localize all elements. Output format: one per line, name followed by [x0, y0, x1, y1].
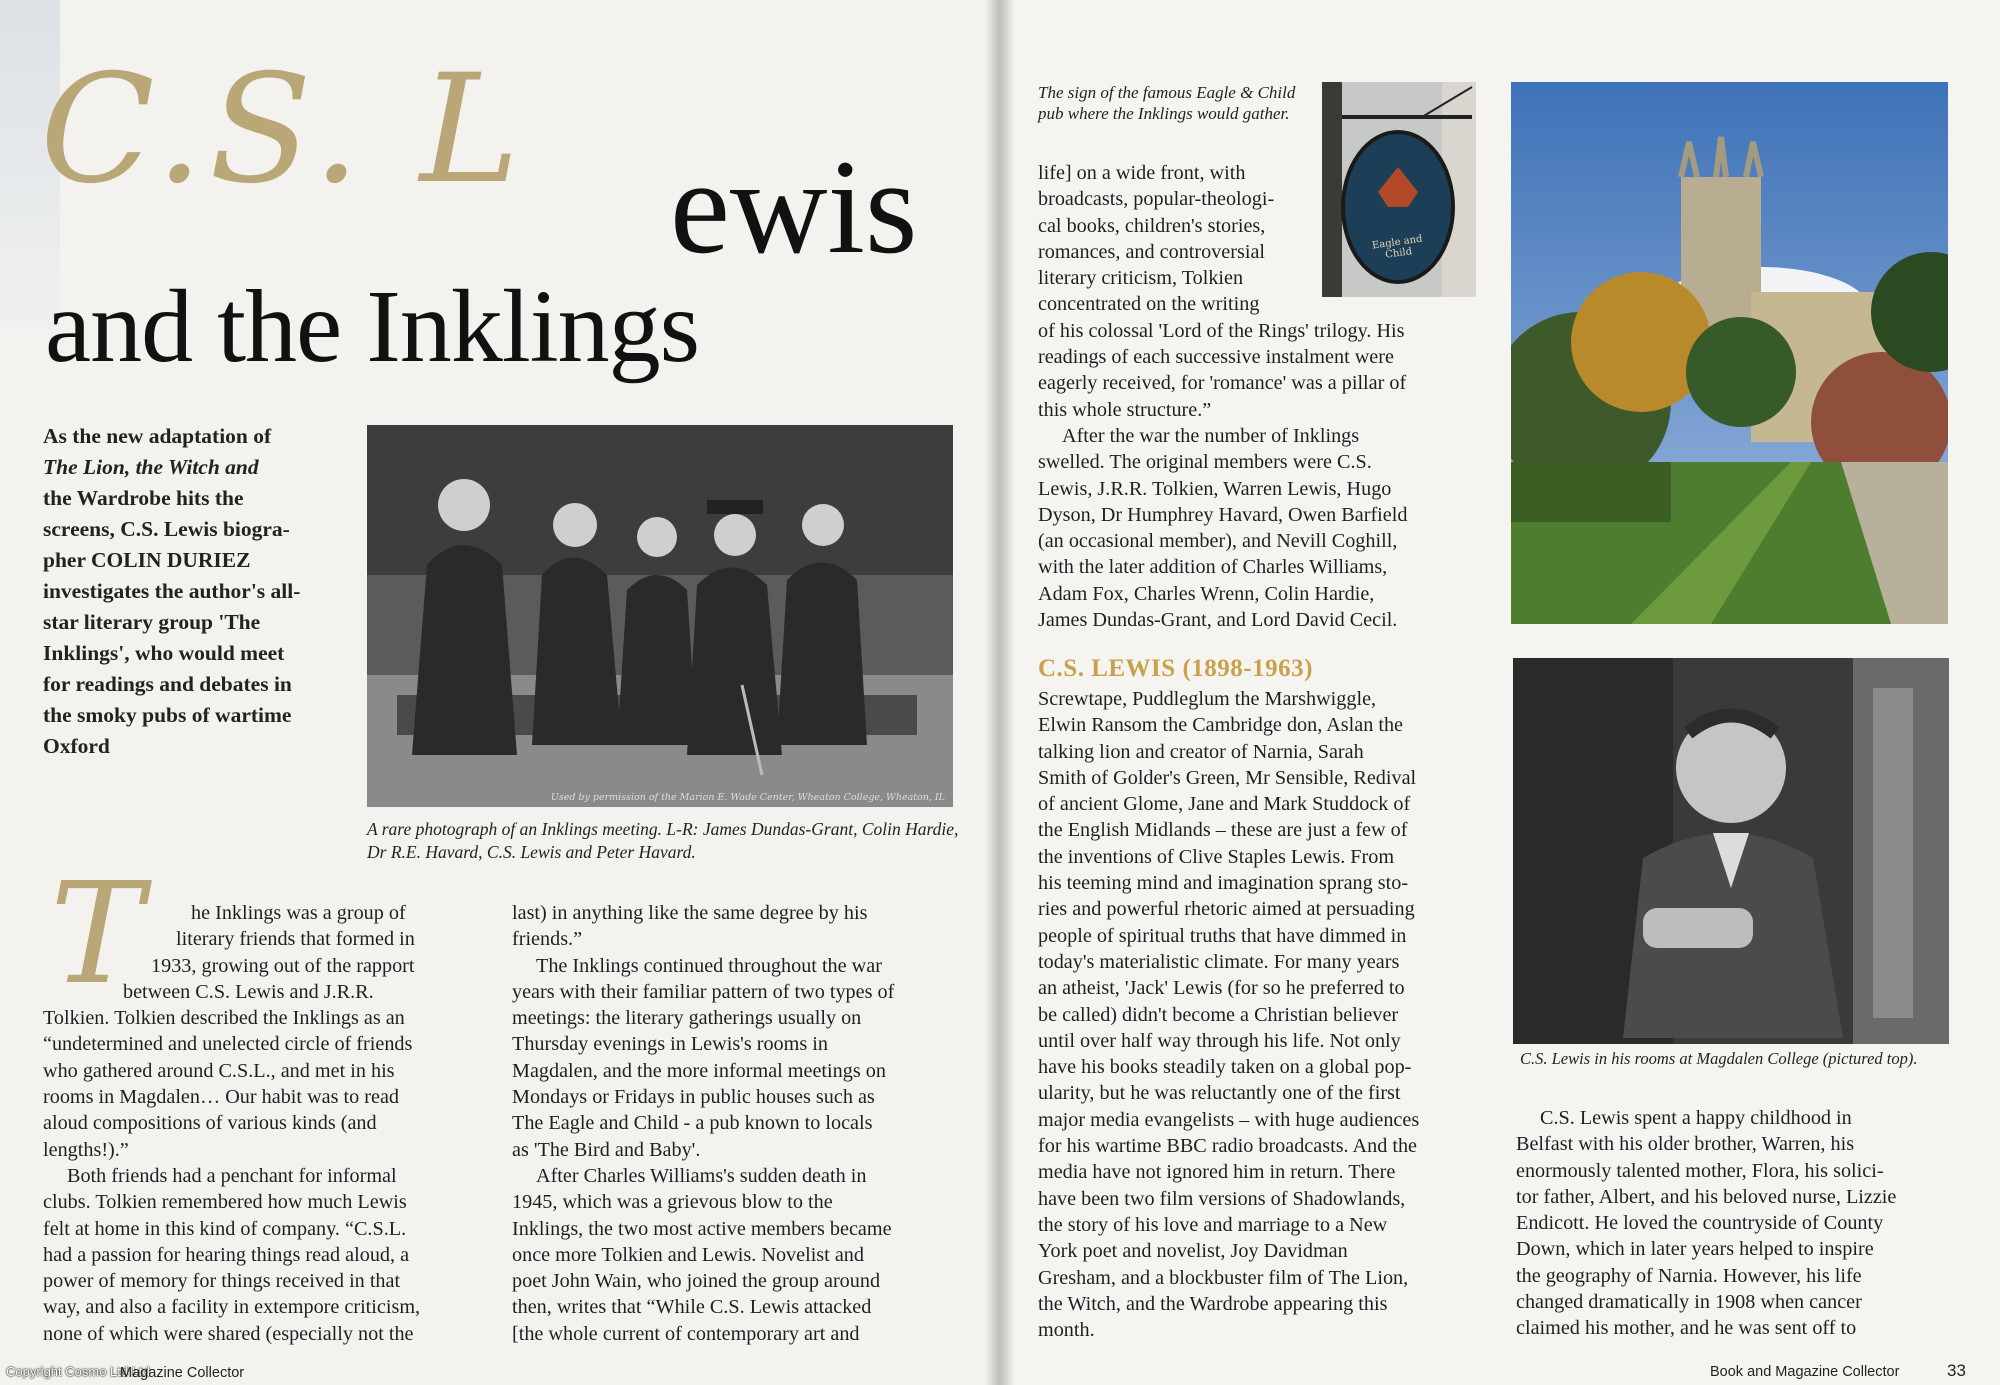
- page-number: 33: [1947, 1361, 1966, 1380]
- body-line: After the war the number of Inklings: [1062, 424, 1360, 447]
- body-line: had a passion for hearing things read aloud, a: [43, 1243, 410, 1266]
- body-line: an atheist, 'Jack' Lewis (for so he preferred to: [1038, 977, 1405, 1000]
- body-line: of ancient Glome, Jane and Mark Studdock of: [1038, 793, 1411, 816]
- body-line: until over half way through his life. Not only: [1038, 1029, 1401, 1052]
- body-line: be called) didn't become a Christian believer: [1038, 1003, 1399, 1026]
- body-line: way, and also a facility in extempore criticism,: [43, 1296, 421, 1319]
- standfirst-line: pher COLIN DURIEZ: [43, 548, 251, 572]
- body-line: Belfast with his older brother, Warren, his: [1516, 1133, 1855, 1156]
- body-line: Mondays or Fridays in public houses such as: [512, 1086, 875, 1109]
- body-line: Magdalen, and the more informal meetings on: [512, 1059, 886, 1082]
- body-line: 1945, which was a grievous blow to the: [512, 1191, 833, 1214]
- standfirst-line: The Lion, the Witch and: [43, 455, 259, 479]
- body-line: have been two film versions of Shadowlands,: [1038, 1187, 1406, 1210]
- body-line: he Inklings was a group of: [191, 902, 406, 924]
- body-line: then, writes that “While C.S. Lewis attacked: [512, 1296, 872, 1319]
- title-script-initials: C.S. L: [40, 43, 526, 217]
- portrait-caption: C.S. Lewis in his rooms at Magdalen College (pictured top).: [1520, 1049, 1918, 1068]
- drop-cap: T: [50, 853, 144, 1016]
- photo-credit: Used by permission of the Marion E. Wade Center, Wheaton College, Wheaton, IL: [550, 792, 945, 803]
- body-line: eagerly received, for 'romance' was a pillar of: [1038, 372, 1407, 395]
- left-column-2: [512, 900, 962, 1347]
- body-line: aloud compositions of various kinds (and: [43, 1112, 377, 1135]
- body-line: Elwin Ransom the Cambridge don, Aslan the: [1038, 714, 1404, 737]
- body-line: romances, and controversial: [1038, 240, 1266, 263]
- right-column-2: [1516, 1105, 1956, 1342]
- body-line: meetings: the literary gatherings usually on: [512, 1007, 862, 1030]
- body-line: people of spiritual truths that have dimmed in: [1038, 924, 1407, 947]
- body-line: none of which were shared (especially not the: [43, 1322, 414, 1345]
- body-line: York poet and novelist, Joy Davidman: [1038, 1240, 1348, 1263]
- body-line: his teeming mind and imagination sprang sto-: [1038, 872, 1409, 895]
- body-line: talking lion and creator of Narnia, Sarah: [1038, 740, 1364, 763]
- right-folio: Book and Magazine Collector: [1710, 1364, 1900, 1380]
- page-spine-shadow: [985, 0, 1015, 1385]
- body-line: Gresham, and a blockbuster film of The Lion,: [1038, 1266, 1409, 1289]
- article-subtitle: and the Inklings: [45, 269, 700, 384]
- right-column-1-bottom: [1038, 686, 1498, 1343]
- body-line: changed dramatically in 1908 when cancer: [1516, 1291, 1862, 1314]
- right-column-1-top: [1038, 160, 1488, 633]
- pub-sign-caption: [1038, 82, 1328, 124]
- body-line: concentrated on the writing: [1038, 293, 1260, 316]
- body-line: Inklings, the two most active members became: [512, 1217, 892, 1240]
- body-line: (an occasional member), and Nevill Coghill,: [1038, 530, 1398, 553]
- body-line: of his colossal 'Lord of the Rings' trilogy. His: [1038, 319, 1405, 342]
- body-line: major media evangelists – with huge audiences: [1038, 1108, 1420, 1131]
- body-line: 1933, growing out of the rapport: [151, 954, 415, 977]
- body-line: for his wartime BBC radio broadcasts. And the: [1038, 1135, 1418, 1158]
- body-line: Screwtape, Puddleglum the Marshwiggle,: [1038, 688, 1377, 710]
- right-page: [1000, 0, 2000, 1385]
- body-line: enormously talented mother, Flora, his solici-: [1516, 1159, 1884, 1182]
- standfirst: [43, 421, 333, 762]
- body-line: today's materialistic climate. For many years: [1038, 950, 1400, 973]
- body-line: C.S. Lewis spent a happy childhood in: [1540, 1107, 1852, 1129]
- body-line: swelled. The original members were C.S.: [1038, 451, 1372, 474]
- body-line: rooms in Magdalen… Our habit was to read: [43, 1086, 400, 1109]
- standfirst-line: the smoky pubs of wartime: [43, 703, 292, 727]
- body-line: who gathered around C.S.L., and met in his: [43, 1059, 395, 1082]
- body-line: After Charles Williams's sudden death in: [536, 1164, 867, 1187]
- body-line: the Witch, and the Wardrobe appearing this: [1038, 1292, 1388, 1315]
- body-line: felt at home in this kind of company. “C.S.L.: [43, 1217, 407, 1240]
- body-line: James Dundas-Grant, and Lord David Cecil.: [1038, 609, 1398, 632]
- body-line: The Eagle and Child - a pub known to locals: [512, 1112, 873, 1135]
- body-line: Smith of Golder's Green, Mr Sensible, Redival: [1038, 766, 1417, 789]
- pub-sign-text: Eagle and Child: [1371, 233, 1424, 261]
- body-line: as 'The Bird and Baby'.: [512, 1138, 701, 1161]
- body-line: claimed his mother, and he was sent off to: [1516, 1317, 1857, 1340]
- body-line: Adam Fox, Charles Wrenn, Colin Hardie,: [1038, 582, 1375, 605]
- photo-caption: [367, 818, 967, 864]
- standfirst-line: Inklings', who would meet: [43, 641, 285, 665]
- body-line: with the later addition of Charles Williams,: [1038, 556, 1388, 579]
- body-line: month.: [1038, 1319, 1095, 1342]
- standfirst-line: Oxford: [43, 734, 110, 758]
- body-line: Endicott. He loved the countryside of County: [1516, 1212, 1884, 1235]
- body-line: last) in anything like the same degree by his: [512, 902, 868, 924]
- body-line: Thursday evenings in Lewis's rooms in: [512, 1033, 828, 1056]
- body-line: years with their familiar pattern of two types of: [512, 980, 895, 1003]
- body-line: tor father, Albert, and his beloved nurse, Lizzie: [1516, 1185, 1897, 1208]
- body-line: friends.”: [512, 928, 583, 951]
- body-line: power of memory for things received in that: [43, 1270, 401, 1293]
- body-line: Both friends had a penchant for informal: [67, 1164, 397, 1187]
- standfirst-line: the Wardrobe hits the: [43, 486, 244, 510]
- body-line: [the whole current of contemporary art and: [512, 1322, 860, 1345]
- body-line: clubs. Tolkien remembered how much Lewis: [43, 1191, 407, 1214]
- body-line: ries and powerful rhetoric aimed at persuading: [1038, 898, 1415, 921]
- body-line: readings of each successive instalment were: [1038, 346, 1394, 369]
- body-line: lengths!).”: [43, 1138, 129, 1161]
- body-line: the English Midlands – these are just a few of: [1038, 819, 1408, 842]
- body-line: the geography of Narnia. However, his life: [1516, 1264, 1862, 1287]
- body-line: have his books steadily taken on a global pop-: [1038, 1056, 1412, 1079]
- magdalen-college-photo: [1511, 82, 1948, 624]
- caption-line: A rare photograph of an Inklings meeting. L-R: James Dundas-Grant, Colin Hardie,: [367, 819, 959, 839]
- body-line: Lewis, J.R.R. Tolkien, Warren Lewis, Hugo: [1038, 477, 1392, 500]
- section-heading: C.S. LEWIS (1898-1963): [1038, 655, 1313, 682]
- body-line: ularity, but he was reluctantly one of the first: [1038, 1082, 1401, 1105]
- body-line: the story of his love and marriage to a New: [1038, 1213, 1388, 1236]
- body-line: literary criticism, Tolkien: [1038, 267, 1244, 290]
- standfirst-line: As the new adaptation of: [43, 424, 272, 448]
- body-line: this whole structure.”: [1038, 398, 1212, 421]
- body-line: broadcasts, popular-theologi-: [1038, 188, 1275, 211]
- standfirst-line: for readings and debates in: [43, 672, 292, 696]
- body-line: poet John Wain, who joined the group around: [512, 1270, 881, 1293]
- cs-lewis-portrait-photo: [1513, 658, 1949, 1044]
- body-line: between C.S. Lewis and J.R.R.: [123, 980, 374, 1003]
- body-line: media have not ignored him in return. There: [1038, 1161, 1396, 1184]
- left-column-1: [43, 900, 483, 1347]
- copyright-watermark: Copyright Cosmo Ltd Ltd: [6, 1364, 150, 1379]
- body-line: once more Tolkien and Lewis. Novelist and: [512, 1243, 864, 1266]
- caption-line: pub where the Inklings would gather.: [1038, 104, 1290, 123]
- body-line: the inventions of Clive Staples Lewis. From: [1038, 845, 1395, 868]
- body-line: cal books, children's stories,: [1038, 214, 1266, 237]
- inklings-group-photo: [367, 425, 953, 807]
- body-line: “undetermined and unelected circle of friends: [43, 1033, 413, 1056]
- body-line: Tolkien. Tolkien described the Inklings as an: [43, 1007, 405, 1030]
- left-folio: Magazine Collector: [120, 1365, 245, 1381]
- body-line: Dyson, Dr Humphrey Havard, Owen Barfield: [1038, 503, 1408, 526]
- body-line: literary friends that formed in: [176, 928, 415, 951]
- title-surname-end: ewis: [670, 133, 918, 282]
- standfirst-line: star literary group 'The: [43, 610, 261, 634]
- standfirst-line: investigates the author's all-: [43, 579, 301, 603]
- caption-line: The sign of the famous Eagle & Child: [1038, 83, 1296, 102]
- body-line: The Inklings continued throughout the war: [536, 954, 882, 977]
- body-line: life] on a wide front, with: [1038, 162, 1246, 184]
- standfirst-line: screens, C.S. Lewis biogra-: [43, 517, 290, 541]
- body-line: Down, which in later years helped to inspire: [1516, 1238, 1874, 1261]
- caption-line: Dr R.E. Havard, C.S. Lewis and Peter Havard.: [367, 842, 696, 862]
